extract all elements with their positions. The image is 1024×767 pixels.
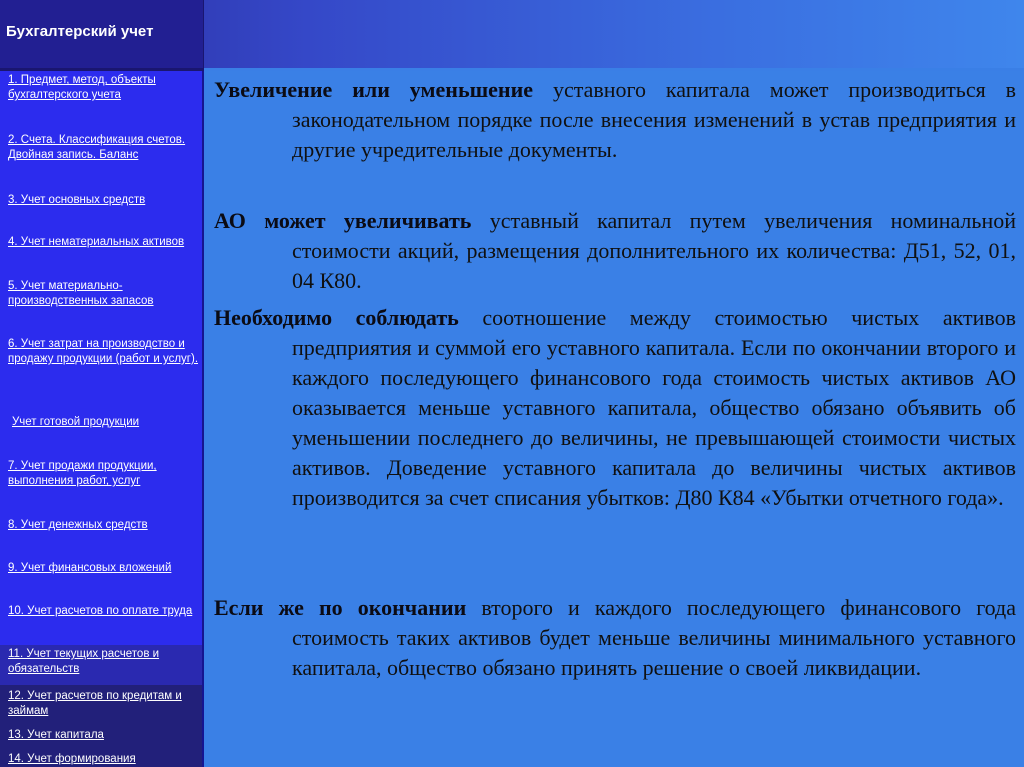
sidebar-slot-10: [0, 561, 204, 576]
paragraph-1-text: уставного капитала может производиться в законодательном порядке после внесения изменений в устав предприятия и другие учредительные документы.: [292, 77, 1016, 162]
sidebar-slot-13: [0, 685, 204, 767]
app-title: Бухгалтерский учет: [0, 0, 204, 68]
sidebar-item-payroll[interactable]: 10. Учет расчетов по оплате труда: [8, 605, 193, 617]
sidebar-slot-1: [0, 73, 204, 103]
paragraph-1: [214, 75, 1016, 165]
sidebar-item-finished-goods[interactable]: Учет готовой продукции: [12, 416, 140, 428]
sidebar-slot-12: [0, 645, 204, 685]
sidebar-slot-6: [0, 337, 204, 367]
slide-content: [206, 71, 1024, 767]
paragraph-4-lead: Если же по окончании: [214, 595, 467, 620]
sidebar-item-fixed-assets[interactable]: 3. Учет основных средств: [8, 194, 146, 206]
paragraph-4-text: второго и каждого последующего финансового года стоимость таких активов будет меньше величины минимального уставного капитала, общество обязано принять решение о своей ликвидации.: [292, 595, 1016, 680]
sidebar-item-inventories[interactable]: 5. Учет материально-производственных запасов: [8, 280, 154, 307]
sidebar-slot-4: [0, 235, 204, 250]
paragraph-1-lead: Увеличение или уменьшение: [214, 77, 534, 102]
paragraph-4: [214, 593, 1016, 683]
sidebar-item-intangible-assets[interactable]: 4. Учет нематериальных активов: [8, 236, 185, 248]
sidebar-slot-5: [0, 279, 204, 309]
paragraph-2-text: уставный капитал путем увеличения номинальной стоимости акций, размещения дополнительного их количества: Д51, 52, 01, 04 К80.: [292, 208, 1016, 293]
sidebar-item-current-liabilities[interactable]: 11. Учет текущих расчетов и обязательств: [8, 648, 160, 675]
paragraph-3-text: соотношение между стоимостью чистых активов предприятия и суммой его уставного капитала. Если по окончании второго и каждого последующего финансового года стоимость чистых активов АО оказывается меньше уставного капитала, общество обязано объявить об уменьшении последнего до величины, не превышающей стоимости чистых активов. Доведение уставного капитала до величины чистых активов производится за счет списания убытков: Д80 К84 «Убытки отчетного года».: [292, 305, 1016, 510]
sidebar-slot-3: [0, 193, 204, 208]
paragraph-2-lead: АО может увеличивать: [214, 208, 472, 233]
sidebar-item-financial-investments[interactable]: 9. Учет финансовых вложений: [8, 562, 172, 574]
sidebar-nav: [0, 71, 204, 767]
sidebar-item-subject-method[interactable]: 1. Предмет, метод, объекты бухгалтерского учета: [8, 74, 156, 101]
sidebar-item-loans[interactable]: 12. Учет расчетов по кредитам и займам: [8, 690, 182, 717]
paragraph-2: [214, 206, 1016, 296]
sidebar-slot-2: [0, 133, 204, 163]
paragraph-3: [214, 303, 1016, 513]
sidebar-slot-11: [0, 604, 204, 619]
sidebar-slot-7: [0, 415, 204, 430]
sidebar-item-production-costs[interactable]: 6. Учет затрат на производство и продажу продукции (работ и услуг).: [8, 338, 199, 365]
paragraph-3-lead: Необходимо соблюдать: [214, 305, 459, 330]
sidebar-item-accounts[interactable]: 2. Счета. Классификация счетов. Двойная запись. Баланс: [8, 134, 186, 161]
sidebar-item-sales[interactable]: 7. Учет продажи продукции, выполнения работ, услуг: [8, 460, 157, 487]
sidebar-slot-8: [0, 459, 204, 489]
sidebar-item-cash[interactable]: 8. Учет денежных средств: [8, 519, 148, 531]
sidebar-item-formation[interactable]: 14. Учет формирования: [8, 753, 136, 765]
sidebar-slot-9: [0, 518, 204, 533]
sidebar-item-capital[interactable]: 13. Учет капитала: [8, 729, 104, 741]
